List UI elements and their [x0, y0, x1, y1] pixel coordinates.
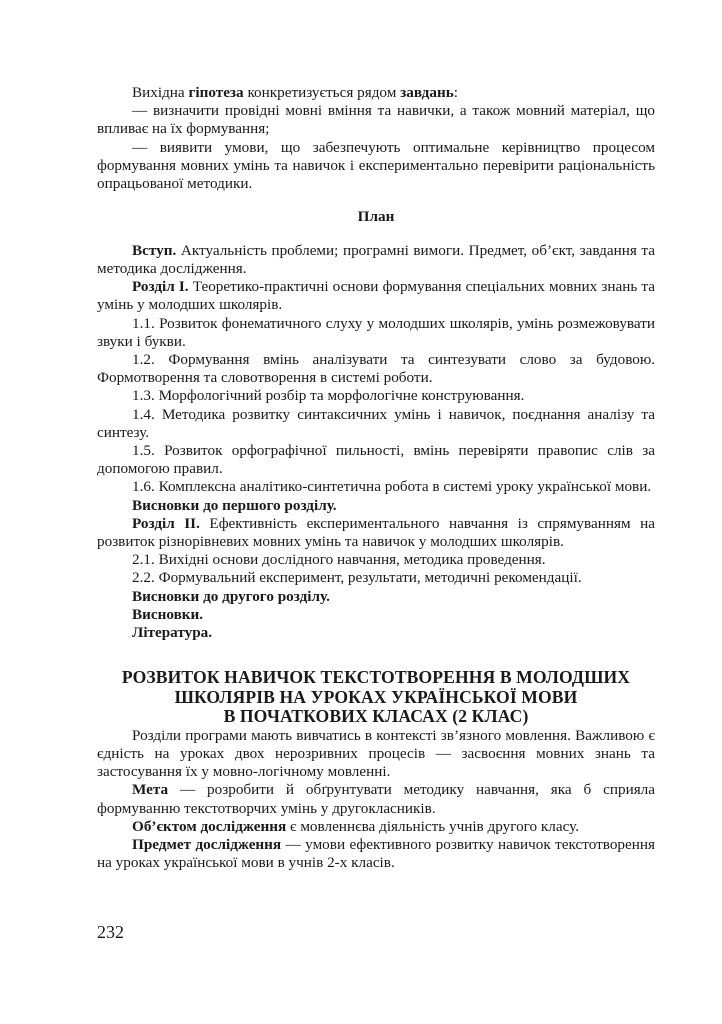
- plan-item: 2.1. Вихідні основи дослідного навчання, методика проведення.: [132, 551, 546, 569]
- subject-paragraph: Предмет дослідження — умови ефективного розвитку навичок текстотворення на уроках української мови в учнів 2-х класів.: [97, 835, 655, 872]
- plan-item: 1.1. Розвиток фонематичного слуху у молодших школярів, умінь розмежовувати звуки і букви.: [97, 314, 655, 350]
- section-title-line: ШКОЛЯРІВ НА УРОКАХ УКРАЇНСЬКОЇ МОВИ: [174, 686, 578, 707]
- plan-item: 1.3. Морфологічний розбір та морфологічне конструювання.: [132, 387, 525, 405]
- plan-item: 1.2. Формування вмінь аналізувати та синтезувати слово за будовою. Формотворення та словотворення в системі роботи.: [97, 351, 655, 387]
- plan-conclusions-1: Висновки до першого розділу.: [132, 496, 337, 514]
- plan-section-2: Розділ II. Ефективність експериментального навчання із спрямуванням на розвиток різнорівневих мовних умінь та навичок у молодших школярів.: [97, 514, 655, 551]
- hypothesis-term: гіпотеза: [188, 84, 244, 101]
- plan-item: 1.4. Методика розвитку синтаксичних умінь і навичок, поєднання аналізу та синтезу.: [97, 405, 655, 441]
- section-title-line: РОЗВИТОК НАВИЧОК ТЕКСТОТВОРЕННЯ В МОЛОДШИХ: [121, 667, 631, 688]
- plan-conclusions-2: Висновки до другого розділу.: [132, 587, 330, 605]
- goal-paragraph: Мета — розробити й обґрунтувати методику навчання, яка б сприяла формуванню текстотворчих умінь у другокласників.: [97, 781, 655, 817]
- hypothesis-paragraph: Вихідна гіпотеза конкретизується рядом завдань:: [132, 84, 458, 101]
- plan-item: 1.6. Комплексна аналітико-синтетична робота в системі уроку української мови.: [132, 478, 652, 496]
- plan-item: 1.5. Розвиток орфографічної пильності, вмінь перевіряти правопис слів за допомогою правил.: [97, 442, 655, 478]
- page-number: 232: [97, 922, 124, 942]
- object-paragraph: Об’єктом дослідження є мовленнєва діяльність учнів другого класу.: [132, 817, 580, 835]
- page-body: [97, 84, 655, 872]
- plan-section-1: Розділ I. Теоретико-практичні основи формування спеціальних мовних знань та умінь у молодших школярів.: [97, 278, 656, 314]
- task-item-1: — визначити провідні мовні вміння та навички, а також мовний матеріал, що впливає на їх формування;: [97, 102, 655, 138]
- task-item-2: — виявити умови, що забезпечують оптимальне керівництво процесом формування мовних умінь та навичок і експериментально перевірити раціональність опрацьованої методики.: [97, 138, 655, 193]
- plan-item: 2.2. Формувальний експеримент, результати, методичні рекомендації.: [132, 569, 582, 587]
- section-paragraph: Розділи програми мають вивчатись в контексті зв’язного мовлення. Важливою є єдність на уроках двох нерозривних процесів — засвоєння мовних знань та застосування їх у мовно-логічному мовленні.: [97, 726, 655, 781]
- plan-conclusions: Висновки.: [132, 605, 204, 623]
- plan-heading: План: [357, 208, 395, 226]
- section-title: [97, 668, 655, 727]
- plan-intro: Вступ. Актуальність проблеми; програмні вимоги. Предмет, об’єкт, завдання та методика дослідження.: [97, 241, 655, 277]
- section-title-line: В ПОЧАТКОВИХ КЛАСАХ (2 КЛАС): [223, 706, 529, 727]
- tasks-term: завдань: [400, 84, 454, 101]
- plan-literature: Література.: [132, 624, 213, 642]
